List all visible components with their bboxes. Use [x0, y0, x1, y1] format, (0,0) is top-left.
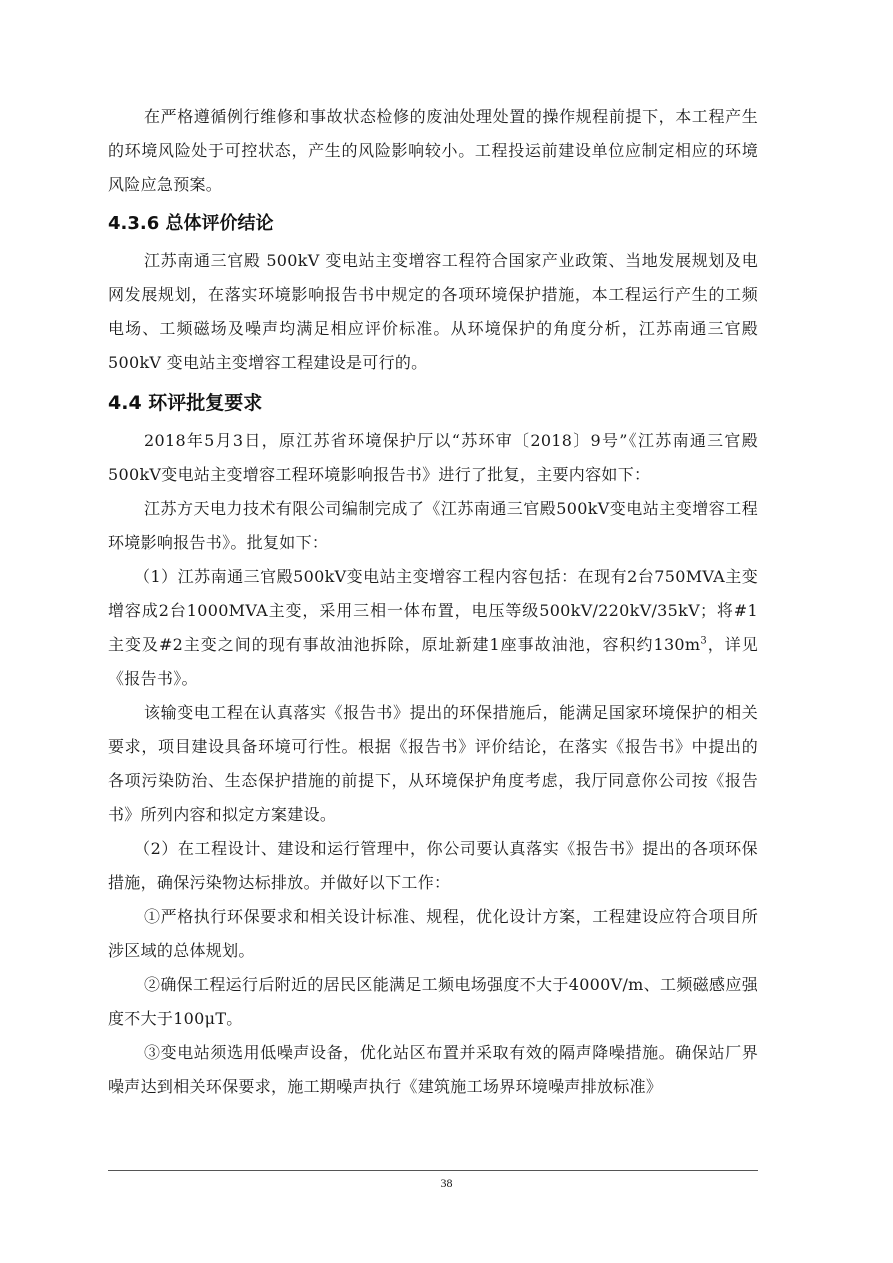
paragraph-feasibility: 该输变电工程在认真落实《报告书》提出的环保措施后，能满足国家环境保护的相关要求，项目建设具备环境可行性。根据《报告书》评价结论，在落实《报告书》中提出的各项污染防治、生态保护措施的前提下，从环境保护角度考虑，我厅同意你公司按《报告书》所列内容和拟定方案建设。 [108, 703, 758, 824]
paragraph-overall-conclusion: 江苏南通三官殿 500kV 变电站主变增容工程符合国家产业政策、当地发展规划及电网发展规划，在落实环境影响报告书中规定的各项环境保护措施，本工程运行产生的工频电场、工频磁场及噪声均满足相应评价标准。从环境保护的角度分析，江苏南通三官殿 500kV 变电站主变增容工程建设是可行的。 [108, 251, 758, 372]
paragraph-item-2: （2）在工程设计、建设和运行管理中，你公司要认真落实《报告书》提出的各项环保措施，确保污染物达标排放。并做好以下工作： [108, 839, 758, 892]
heading-4-3-6: 4.3.6 总体评价结论 [108, 213, 274, 234]
paragraph-approval-date: 2018年5月3日，原江苏省环境保护厅以“苏环审〔2018〕9号”《江苏南通三官殿500kV变电站主变增容工程环境影响报告书》进行了批复，主要内容如下： [108, 431, 758, 484]
paragraph-report-compiled: 江苏方天电力技术有限公司编制完成了《江苏南通三官殿500kV变电站主变增容工程环境影响报告书》。批复如下： [108, 499, 758, 552]
paragraph-subitem-1: ①严格执行环保要求和相关设计标准、规程，优化设计方案，工程建设应符合项目所涉区域的总体规划。 [108, 907, 758, 960]
paragraph-risk-control: 在严格遵循例行维修和事故状态检修的废油处理处置的操作规程前提下，本工程产生的环境风险处于可控状态，产生的风险影响较小。工程投运前建设单位应制定相应的环境风险应急预案。 [108, 107, 758, 194]
document-body [108, 100, 758, 1104]
item-1-text: （1）江苏南通三官殿500kV变电站主变增容工程内容包括：在现有2台750MVA主变增容成2台1000MVA主变，采用三相一体布置，电压等级500kV/220kV/35kV；将#1主变及#2主变之间的现有事故油池拆除，原址新建1座事故油池，容积约130m [108, 567, 758, 654]
paragraph-subitem-3: ③变电站须选用低噪声设备，优化站区布置并采取有效的隔声降噪措施。确保站厂界噪声达到相关环保要求，施工期噪声执行《建筑施工场界环境噪声排放标准》 [108, 1043, 758, 1096]
paragraph-subitem-2: ②确保工程运行后附近的居民区能满足工频电场强度不大于4000V/m、工频磁感应强度不大于100μT。 [108, 975, 758, 1028]
page-number: 38 [440, 1176, 453, 1190]
paragraph-item-1 [108, 560, 758, 696]
item-1-text-end: ，详见《报告书》。 [108, 635, 759, 688]
superscript-3: 3 [700, 635, 708, 647]
footer-divider [108, 1170, 758, 1171]
heading-4-4: 4.4 环评批复要求 [108, 392, 263, 414]
